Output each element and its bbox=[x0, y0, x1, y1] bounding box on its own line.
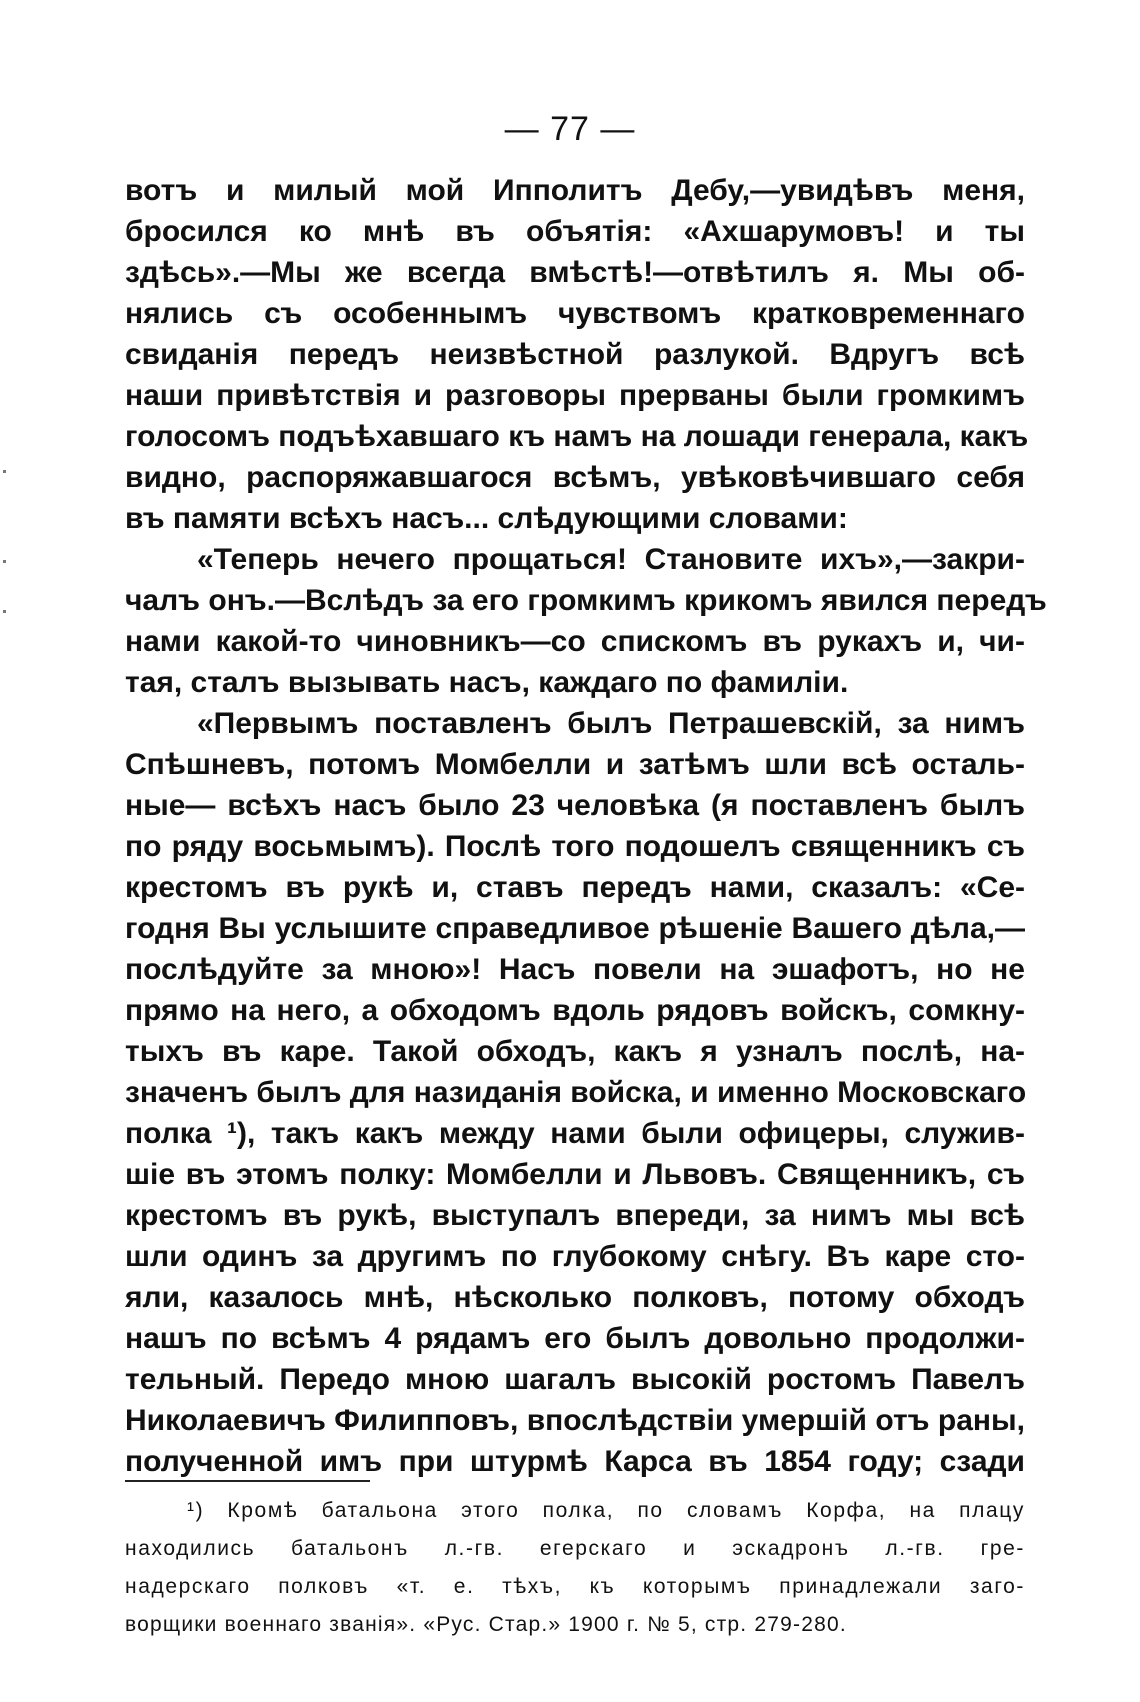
text-line: значенъ былъ для назиданія войска, и именно Московскаго bbox=[125, 1076, 1027, 1109]
text-line: прямо на него, а обходомъ вдоль рядовъ войскъ, сомкну- bbox=[125, 994, 1025, 1027]
text-line: здѣсь».—Мы же всегда вмѣстѣ!—отвѣтилъ я. Мы об- bbox=[125, 256, 1025, 289]
scan-speck bbox=[3, 610, 6, 613]
scan-speck bbox=[3, 560, 6, 563]
text-line: нами какой-то чиновникъ—со спискомъ въ рукахъ и, чи- bbox=[125, 625, 1025, 658]
paragraph-start-line: «Теперь нечего прощаться! Становите ихъ»,—закри- bbox=[197, 543, 1025, 576]
body-text bbox=[125, 170, 1047, 1482]
footnote bbox=[125, 1492, 1025, 1644]
text-line: крестомъ въ рукѣ и, ставъ передъ нами, сказалъ: «Се- bbox=[125, 871, 1025, 904]
text-line: видно, распоряжавшагося всѣмъ, увѣковѣчившаго себя bbox=[125, 461, 1025, 494]
footnote-line: ворщики военнаго званія». «Рус. Стар.» 1900 г. № 5, стр. 279-280. bbox=[125, 1613, 847, 1636]
text-line: годня Вы услышите справедливое рѣшеніе Вашего дѣла,— bbox=[125, 912, 1025, 945]
text-line: нялись съ особеннымъ чувствомъ кратковременнаго bbox=[125, 297, 1025, 330]
text-line: полученной имъ при штурмѣ Карса въ 1854 году; сзади bbox=[125, 1445, 1025, 1478]
page-number: — 77 — bbox=[504, 110, 636, 148]
text-line: тельный. Передо мною шагалъ высокій ростомъ Павелъ bbox=[125, 1363, 1025, 1396]
text-line: въ памяти всѣхъ насъ... слѣдующими словами: bbox=[125, 502, 848, 535]
text-line: ные— всѣхъ насъ было 23 человѣка (я поставленъ былъ bbox=[125, 789, 1025, 822]
scan-speck bbox=[3, 470, 6, 473]
text-line: Николаевичъ Филипповъ, впослѣдствіи умершій отъ раны, bbox=[125, 1404, 1025, 1437]
text-line: послѣдуйте за мною»! Насъ повели на эшафотъ, но не bbox=[125, 953, 1025, 986]
text-line: полка ¹), такъ какъ между нами были офицеры, служив- bbox=[125, 1117, 1025, 1150]
text-line: Спѣшневъ, потомъ Момбелли и затѣмъ шли всѣ осталь- bbox=[125, 748, 1025, 781]
text-line: наши привѣтствія и разговоры прерваны были громкимъ bbox=[125, 379, 1025, 412]
text-line: тыхъ въ каре. Такой обходъ, какъ я узналъ послѣ, на- bbox=[125, 1035, 1025, 1068]
text-line: нашъ по всѣмъ 4 рядамъ его былъ довольно продолжи- bbox=[125, 1322, 1025, 1355]
text-line: по ряду восьмымъ). Послѣ того подошелъ священникъ съ bbox=[125, 830, 1025, 863]
text-line: шіе въ этомъ полку: Момбелли и Львовъ. Священникъ, съ bbox=[125, 1158, 1025, 1191]
footnote-line: находились батальонъ л.-гв. егерскаго и эскадронъ л.-гв. гре- bbox=[125, 1537, 1025, 1560]
text-line: голосомъ подъѣхавшаго къ намъ на лошади генерала, какъ bbox=[125, 420, 1029, 453]
text-line: шли одинъ за другимъ по глубокому снѣгу. Въ каре сто- bbox=[125, 1240, 1025, 1273]
text-line: вотъ и милый мой Ипполитъ Дебу,—увидѣвъ меня, bbox=[125, 174, 1025, 207]
footnote-line: ¹) Кромѣ батальона этого полка, по словамъ Корфа, на плацу bbox=[187, 1499, 1025, 1522]
text-line: тая, сталъ вызывать насъ, каждаго по фамиліи. bbox=[125, 666, 849, 699]
text-line: яли, казалось мнѣ, нѣсколько полковъ, потому обходъ bbox=[125, 1281, 1025, 1314]
paragraph-start-line: «Первымъ поставленъ былъ Петрашевскій, за нимъ bbox=[197, 707, 1025, 740]
text-line: бросился ко мнѣ въ объятія: «Ахшарумовъ! и ты bbox=[125, 215, 1025, 248]
text-line: крестомъ въ рукѣ, выступалъ впереди, за нимъ мы всѣ bbox=[125, 1199, 1025, 1232]
text-line: свиданія передъ неизвѣстной разлукой. Вдругъ всѣ bbox=[125, 338, 1025, 371]
footnote-divider bbox=[125, 1480, 370, 1482]
footnote-line: надерскаго полковъ «т. е. тѣхъ, къ которымъ принадлежали заго- bbox=[125, 1575, 1025, 1598]
text-line: чалъ онъ.—Вслѣдъ за его громкимъ крикомъ явился передъ bbox=[125, 584, 1047, 617]
